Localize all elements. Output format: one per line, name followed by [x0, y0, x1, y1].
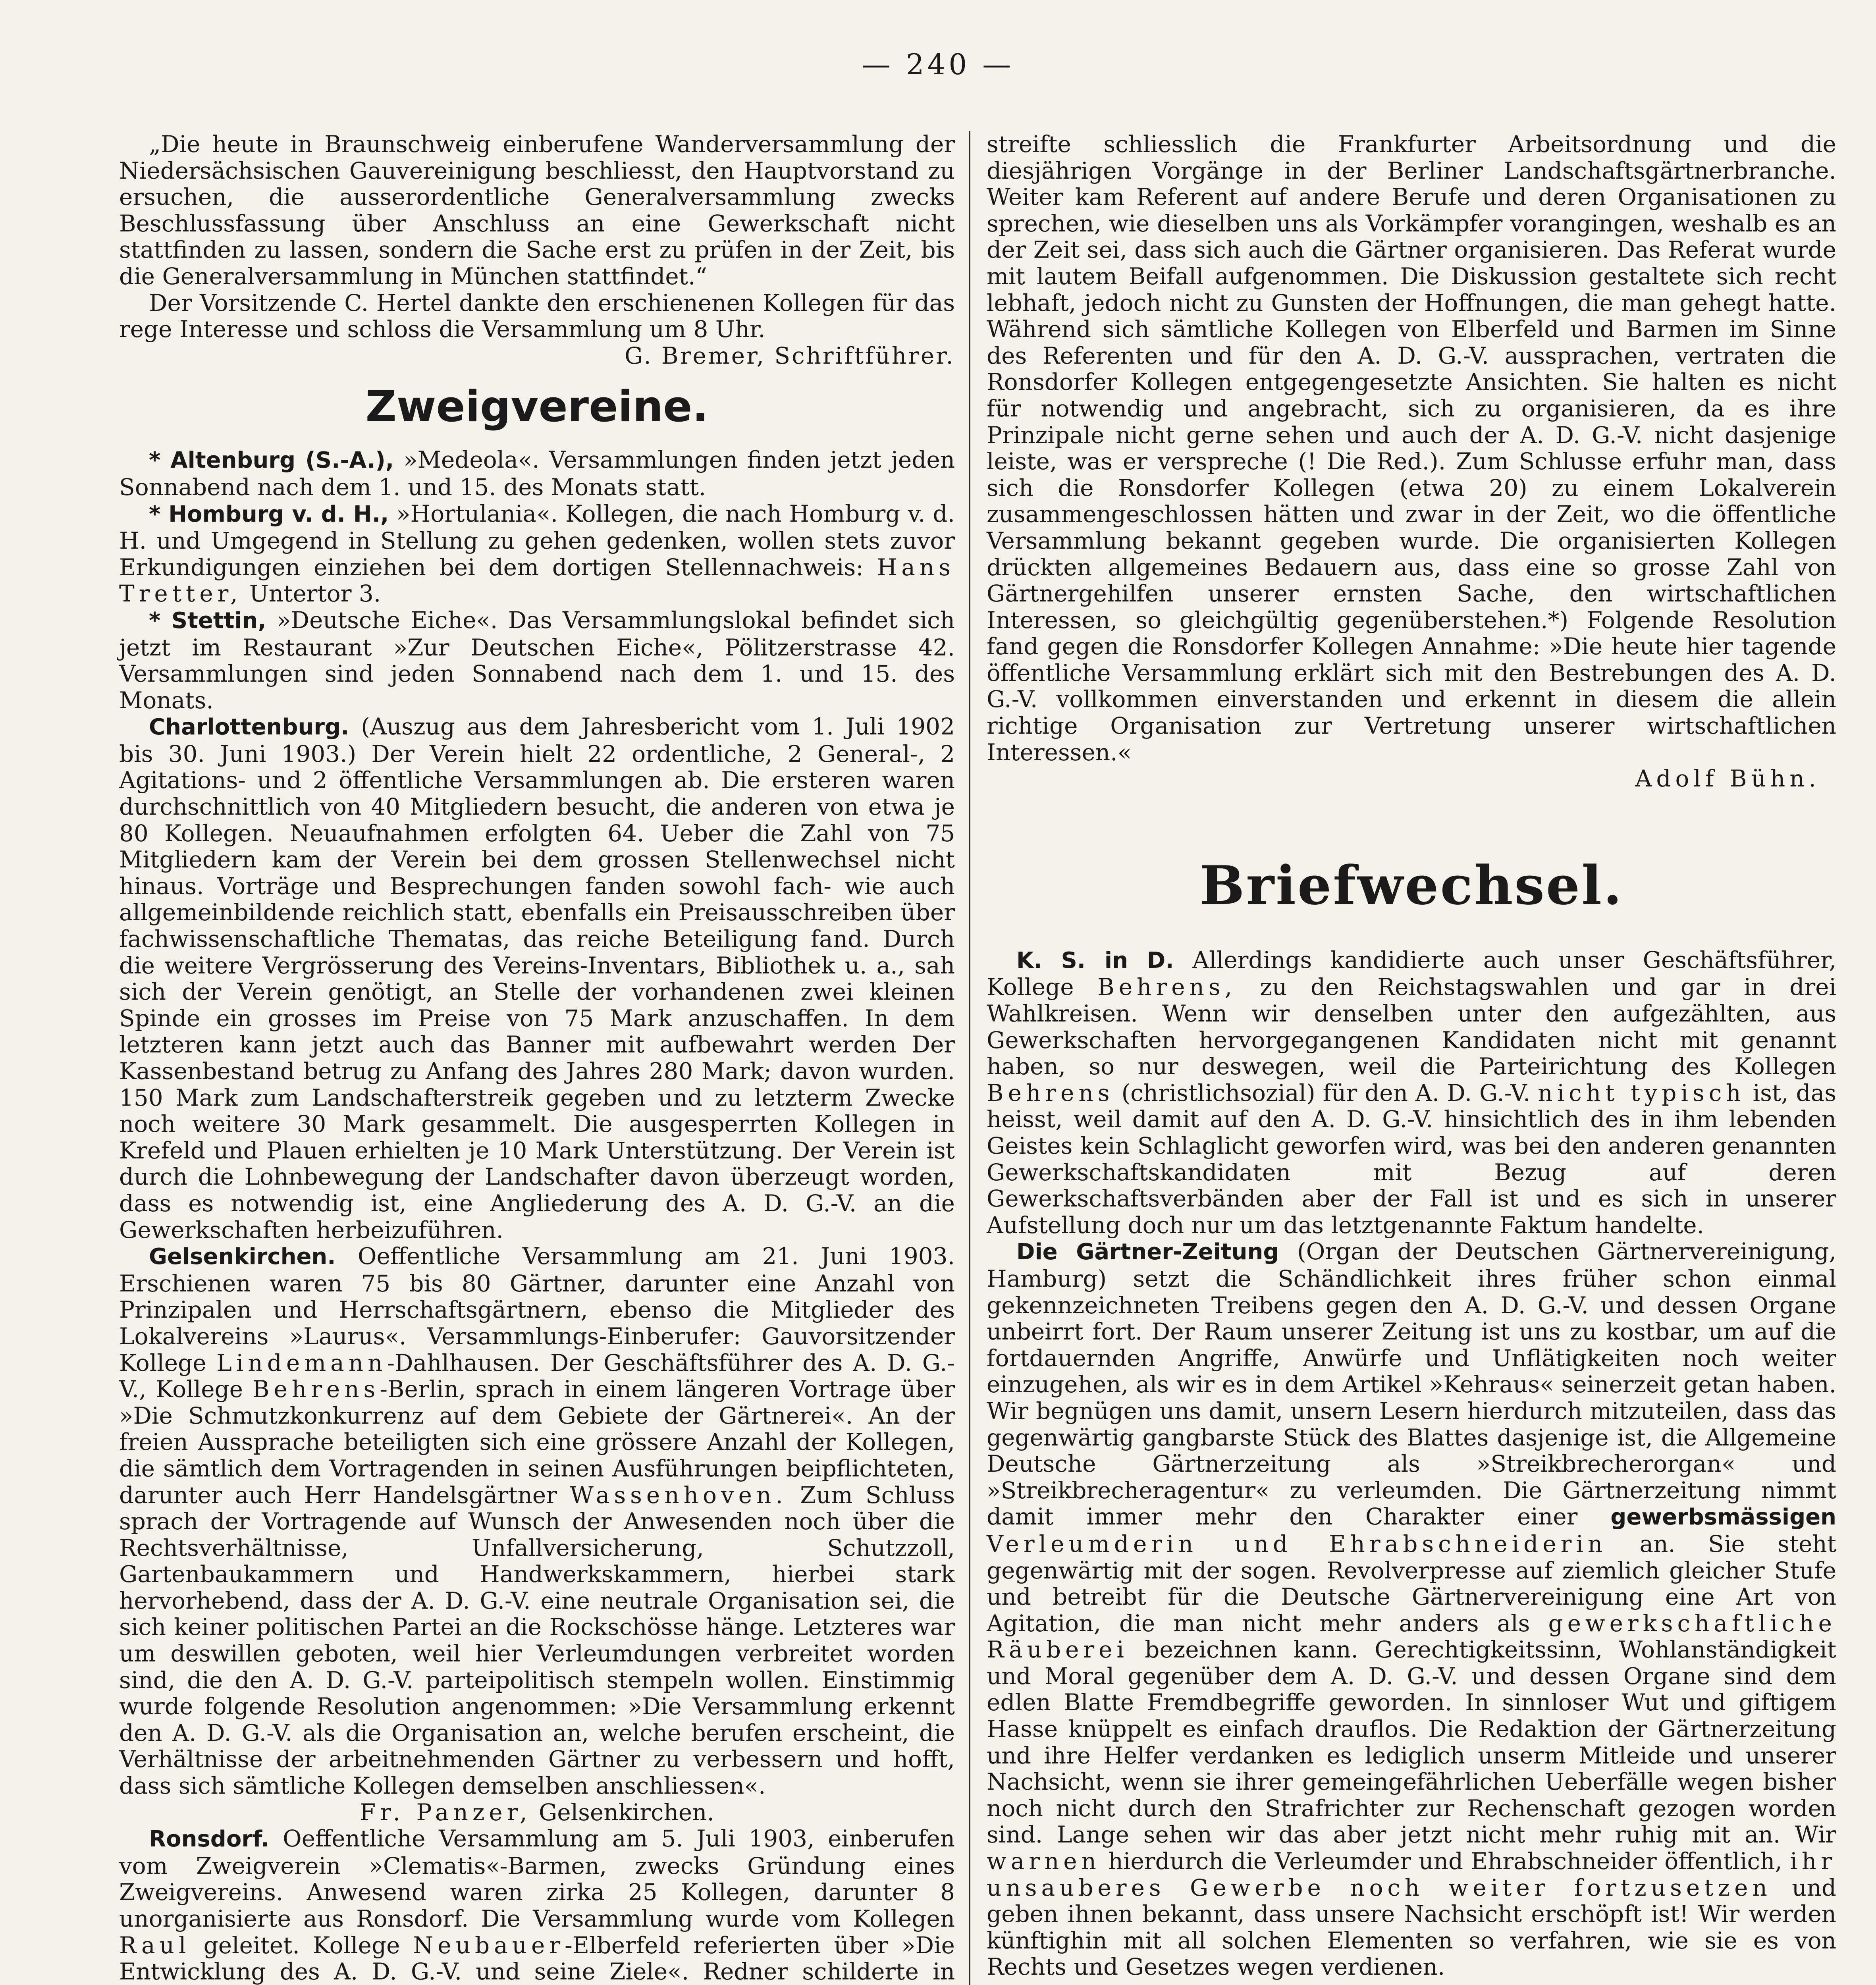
gelsenkirchen-sig-name: Fr. Panzer, — [360, 1798, 532, 1826]
entry-gelsenkirchen-text-2: -Dahlhausen. Der Geschäftsführer des A. D. G.-V., Kollege — [119, 1349, 955, 1403]
letter-gz-text-5: und geben ihnen bekannt, dass unsere Nachsicht erschöpft ist! Wir werden künftighin mit all solchen Elementen so verfahren, wie sie es von Rechts und Gesetzes wegen verdienen. — [987, 1874, 1836, 1981]
entry-gelsenkirchen-text-3: -Berlin, sprach in einem längeren Vortrage über »Die Schmutzkonkurrenz auf dem Gebiete der Gärtnerei«. An der freien Aussprache beteiligten sich eine grössere Anzahl der Kollegen, die sämtlich dem Vortragenden in seinen Ausführungen beipflichteten, darunter auch Herr Handelsgärtner — [119, 1376, 955, 1509]
entry-ronsdorf-text-2: geleitet. Kollege — [203, 1931, 400, 1959]
entry-ronsdorf-name-1: Raul — [119, 1931, 191, 1959]
entry-altenburg — [119, 447, 955, 500]
entry-stettin-text: »Deutsche Eiche«. Das Versammlungslokal befindet sich jetzt im Restaurant »Zur Deutschen Eiche«, Pölitzerstrasse 42. Versammlungen sind jeden Sonnabend nach dem 1. und 15. des Monats. — [119, 606, 955, 714]
letter-gz-spaced-3: warnen — [987, 1848, 1101, 1875]
resolution-quote: „Die heute in Braunschweig einberufene Wanderversammlung der Niedersächsischen Gauvereinigung beschliesst, den Hauptvorstand zu ersuchen, die ausserordentliche Generalversammlung zwecks Beschlussfassung über Anschluss an eine Gewerkschaft nicht stattfinden zu lassen, sondern die Sache erst zu prüfen in der Zeit, bis die Generalversammlung in München stattfindet.“ — [119, 131, 955, 290]
letter-gaertner-zeitung — [987, 1238, 1836, 1980]
entry-charlottenburg-text: (Auszug aus dem Jahresbericht vom 1. Juli 1902 bis 30. Juni 1903.) Der Verein hielt 22 ordentliche, 2 General-, 2 Agitations- und 2 öffentliche Versammlungen ab. Die ersteren waren durchschnittlich von 40 Mitgliedern besucht, die anderen von etwa je 80 Kollegen. Neuaufnahmen erfolgten 64. Ueber die Zahl von 75 Mitgliedern kam der Verein bei dem grossen Stellenwechsel nicht hinaus. Vorträge und Besprechungen fanden sowohl fach- wie auch allgemeinbildende reichlich statt, ebenfalls ein Preisausschreiben über fachwissenschaftliche Thematas, das reiche Beteiligung fand. Durch die weitere Vergrösserung des Vereins-Inventars, Bibliothek u. a., sah sich der Verein genötigt, an Stelle der vorhandenen zwei kleinen Spinde ein grosses im Preise von 75 Mark anzuschaffen. In dem letzteren kann jetzt auch das Banner mit aufbewahrt werden Der Kassenbestand betrug zu Anfang des Jahres 280 Mark; davon wurden. 150 Mark zum Landschafterstreik gegeben und zu letzterm Zwecke noch weitere 30 Mark gesammelt. Die ausgesperrten Kollegen in Krefeld und Plauen erhielten je 10 Mark Unterstützung. Der Verein ist durch die Lohnbewegung der Landschafter davon überzeugt worden, dass es notwendig ist, eine Angliederung des A. D. G.-V. an die Gewerkschaften herbeizuführen. — [119, 713, 955, 1243]
letter-ks-name-1: Behrens, — [1097, 973, 1237, 1001]
left-column — [119, 131, 955, 1985]
page-number: — 240 — — [862, 48, 1014, 81]
ronsdorf-continued: streifte schliesslich die Frankfurter Arbeitsordnung und die diesjährigen Vorgänge in der Berliner Landschaftsgärtnerbranche. Weiter kam Referent auf andere Berufe und deren Organisationen zu sprechen, wie dieselben uns als Vorkämpfer vorangingen, weshalb es an der Zeit sei, dass sich auch die Gärtner organisieren. Das Referat wurde mit lautem Beifall aufgenommen. Die Diskussion gestaltete sich recht lebhaft, jedoch nicht zu Gunsten der Hoffnungen, die man gehegt hatte. Während sich sämtliche Kollegen von Elberfeld und Barmen im Sinne des Referenten und für den A. D. G.-V. aussprachen, vertraten die Ronsdorfer Kollegen entgegengesetzte Ansichten. Sie halten es nicht für notwendig und angebracht, sich zu organisieren, da es ihre Prinzipale nicht gerne sehen und auch der A. D. G.-V. nicht dasjenige leiste, was er verspreche (! Die Red.). Zum Schlusse erfuhr man, dass sich die Ronsdorfer Kollegen (etwa 20) zu einem Lokalverein zusammengeschlossen hätten und zwar in der Zeit, wo die öffentliche Versammlung bekannt gegeben wurde. Die organisierten Kollegen drückten allgemeines Bedauern aus, dass eine so grosse Zahl von Gärtnergehilfen unserer ernsten Sache, den wirtschaftlichen Interessen, so gleichgültig gegenüberstehen.*) Folgende Resolution fand gegen die Ronsdorfer Kollegen Annahme: »Die heute hier tagende öffentliche Versammlung erklärt sich mit den Bestrebungen des A. D. G.-V. vollkommen einverstanden und erkennt in diesem die allein richtige Organisation zur Vertretung unserer wirtschaftlichen Interessen.« — [987, 131, 1836, 766]
letter-ks — [987, 947, 1836, 1239]
letter-ks-text-4: ist, das heisst, weil damit auf den A. D. G.-V. hinsichtlich des in ihm lebenden Geistes kein Schlaglicht geworfen wird, was bei den anderen genannten Gewerkschaftskandidaten mit Bezug auf deren Gewerkschaftsverbänden aber der Fall ist und es sich in unserer Aufstellung doch nur um das letztgenannte Faktum handelte. — [987, 1079, 1837, 1239]
letter-gz-spaced-4: ihr unsauberes Gewerbe noch weiter fortzusetzen — [987, 1848, 1836, 1901]
letter-gz-text-3: bezeichnen kann. Gerechtigkeitssinn, Wohlanständigkeit und Moral gegenüber dem A. D. G.-V. und dessen Organe sind dem edlen Blatte Fremdbegriffe geworden. In sinnloser Wut und giftigem Hasse knüppelt es einfach drauflos. Die Redaktion der Gärtnerzeitung und ihre Helfer verdanken es lediglich unserm Mitleide und unserer Nachsicht, wenn sie ihrer gemeingefährlichen Ueberfälle wegen bisher noch nicht durch den Strafrichter zur Rechenschaft gezogen worden sind. Lange sehen wir das aber jetzt nicht mehr ruhig mit an. Wir — [987, 1636, 1837, 1848]
entry-altenburg-lead: * Altenburg (S.-A.), — [149, 447, 394, 474]
entry-gelsenkirchen-name-3: Wassenhoven. — [570, 1481, 787, 1509]
letter-ks-text-3: (christlichsozial) für den A. D. G.-V. — [1121, 1079, 1531, 1106]
section-title-zweigvereine: Zweigvereine. — [365, 382, 709, 432]
entry-homburg-tail: Untertor 3. — [249, 580, 381, 607]
entry-ronsdorf-lead: Ronsdorf. — [149, 1826, 270, 1852]
letter-gz-text-2: an. Sie steht gegenwärtig mit der sogen. Revolverpresse auf ziemlich gleicher Stufe und betreibt für die Deutsche Gärtnervereinigung eine Art von Agitation, die man nicht mehr anders als — [987, 1530, 1836, 1637]
entry-altenburg-text: »Medeola«. Versammlungen finden jetzt jeden Sonnabend nach dem 1. und 15. des Monats statt. — [119, 446, 955, 501]
entry-charlottenburg — [119, 713, 955, 1243]
entry-ronsdorf-text-1: Oeffentliche Versammlung am 5. Juli 1903, einberufen vom Zweigverein »Clematis«-Barmen, zwecks Gründung eines Zweigvereins. Anwesend waren zirka 25 Kollegen, darunter 8 unorganisierte aus Ronsdorf. Die Versammlung wurde vom Kollegen — [119, 1825, 955, 1932]
entry-charlottenburg-lead: Charlottenburg. — [149, 714, 349, 740]
column-divider — [969, 131, 970, 1985]
ronsdorf-signature: Adolf Bühn. — [1635, 765, 1820, 792]
entry-ronsdorf-name-2: Neubauer — [413, 1931, 565, 1959]
entry-stettin — [119, 607, 955, 713]
letter-gz-text-1: (Organ der Deutschen Gärtnervereinigung, Hamburg) setzt die Schändlichkeit ihres früher schon einmal gekennzeichneten Treibens gegen den A. D. G.-V. und dessen Organe unbeirrt fort. Der Raum unserer Zeitung ist uns zu kostbar, um auf die fortdauernden Angriffe, Anwürfe und Unflätigkeiten noch weiter einzugehen, als wir es in dem Artikel »Kehraus« seinerzeit getan haben. Wir begnügen uns damit, unsern Lesern hierdurch mitzuteilen, dass das gegenwärtig gangbarste Stück des Blattes dasjenige ist, die Allgemeine Deutsche Gärtnerzeitung als »Streikbrecherorgan« und »Streikbrecheragentur« zu verleumden. Die Gärtnerzeitung nimmt damit immer mehr den Charakter einer — [987, 1238, 1836, 1530]
meeting-close-text: Der Vorsitzende C. Hertel dankte den erschienenen Kollegen für das rege Interesse und schloss die Versammlung um 8 Uhr. — [119, 289, 955, 343]
letter-ks-emphasis: nicht typisch — [1538, 1079, 1745, 1106]
letter-gz-bold: gewerbsmässigen — [1610, 1504, 1837, 1530]
entry-gelsenkirchen-text-4: Zum Schluss sprach der Vortragende auf Wunsch der Anwesenden noch über die Rechtsverhältnisse, Unfallversicherung, Schutzzoll, Gartenbaukammern und Handwerkskammern, hierbei stark hervorhebend, dass der A. D. G.-V. eine neutrale Organisation sei, die sich keiner politischen Partei an die Rockschösse hänge. Letzteres war um deswillen geboten, weil hier Verleumdungen verbreitet worden sind, die den A. D. G.-V. parteipolitisch stempeln wollen. Einstimmig wurde folgende Resolution angenommen: »Die Versammlung erkennt den A. D. G.-V. als die Organisation an, welche berufen erscheint, die Verhältnisse der arbeitnehmenden Gärtner zu verbessern und hofft, dass sich sämtliche Kollegen demselben anschliessen«. — [119, 1481, 955, 1800]
entry-homburg-text: »Hortulania«. Kollegen, die nach Homburg v. d. H. und Umgegend in Stellung zu gehen gedenken, wollen stets zuvor Erkundigungen einziehen bei dem dortigen Stellennachweis: — [119, 500, 955, 581]
entry-gelsenkirchen-lead: Gelsenkirchen. — [149, 1244, 336, 1270]
letter-ks-name-2: Behrens — [987, 1079, 1114, 1106]
letter-gz-text-4: hierdurch die Verleumder und Ehrabschneider öffentlich, — [1108, 1848, 1782, 1875]
letter-ks-text-1: Allerdings kandidierte auch unser Geschäftsführer, Kollege — [987, 946, 1837, 1001]
entry-gelsenkirchen-name-1: Lindemann — [216, 1349, 387, 1376]
entry-homburg — [119, 501, 955, 607]
entry-gelsenkirchen-signature — [119, 1799, 955, 1826]
entry-homburg-lead: * Homburg v. d. H., — [149, 501, 389, 527]
entry-stettin-lead: * Stettin, — [149, 607, 266, 634]
entry-ronsdorf-text-3: -Elberfeld referierten über »Die Entwicklung des A. D. G.-V. und seine Ziele«. Redner schilderte in — [119, 1931, 955, 1985]
entry-gelsenkirchen — [119, 1243, 955, 1799]
letter-gz-spaced-2: gewerkschaftliche Räuberei — [987, 1609, 1836, 1663]
section-title-briefwechsel: Briefwechsel. — [1199, 854, 1623, 917]
letter-ks-text-2: zu den Reichstagswahlen und gar in drei Wahlkreisen. Wenn wir denselben unter den aufgezählten, aus Gewerkschaften hervorgegangenen Kandidaten nicht mit genannt haben, so nur deswegen, weil die Parteirichtung des Kollegen — [987, 973, 1837, 1080]
right-column — [987, 131, 1836, 1985]
letter-gz-lead: Die Gärtner-Zeitung — [1016, 1239, 1279, 1265]
entry-ronsdorf — [119, 1825, 955, 1985]
entry-gelsenkirchen-name-2: Behrens — [252, 1376, 380, 1403]
letter-gz-spaced-1: Verleumderin und Ehrabschneiderin — [987, 1530, 1607, 1557]
gelsenkirchen-sig-place: Gelsenkirchen. — [538, 1798, 714, 1826]
entry-homburg-name: Hans Tretter, — [119, 553, 955, 607]
entry-gelsenkirchen-text-1: Oeffentliche Versammlung am 21. Juni 1903. Erschienen waren 75 bis 80 Gärtner, darunter eine Anzahl von Prinzipalen und Herrschaftsgärtnern, ebenso die Mitglieder des Lokalvereins »Laurus«. Versammlungs-Einberufer: Gauvorsitzender Kollege — [119, 1243, 955, 1376]
meeting-close-paragraph — [119, 289, 955, 369]
letter-ks-lead: K. S. in D. — [1016, 947, 1174, 973]
meeting-close-signature: G. Bremer, Schriftführer. — [625, 342, 955, 369]
